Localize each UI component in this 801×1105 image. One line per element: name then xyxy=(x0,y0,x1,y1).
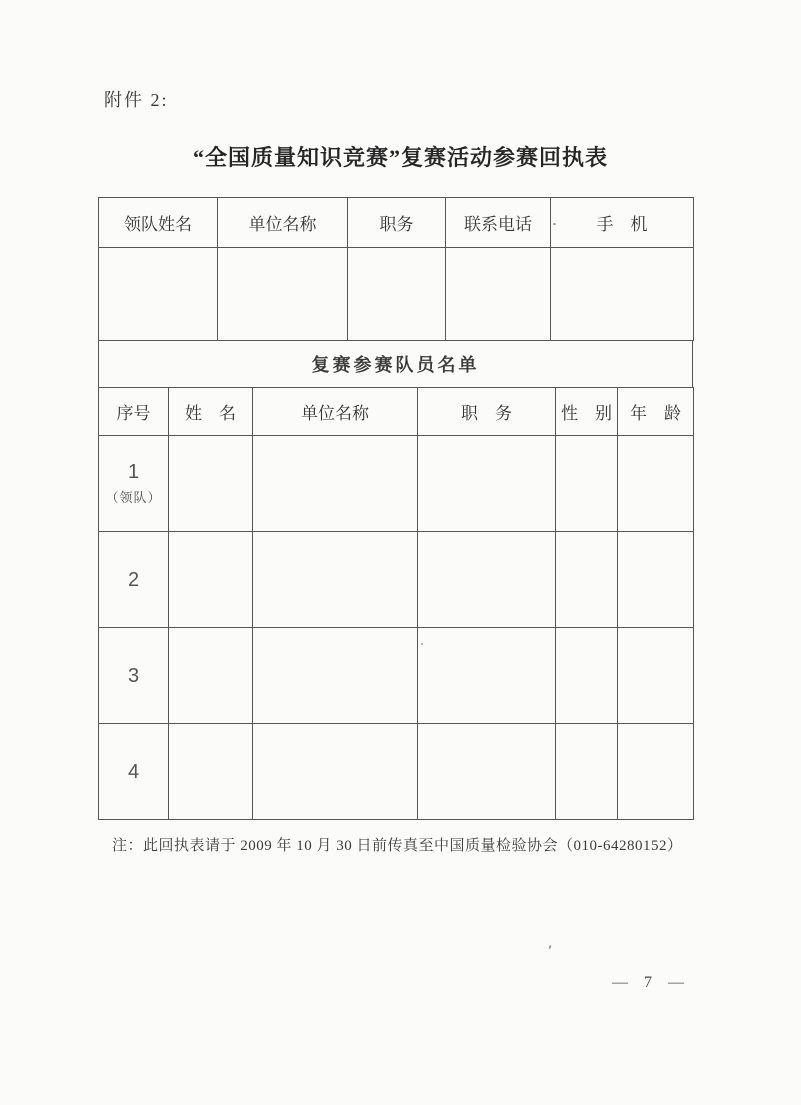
cell-unit xyxy=(253,628,418,724)
leader-entry-row xyxy=(99,248,694,341)
cell-gender xyxy=(556,532,618,628)
header-leader-name: 领队姓名 xyxy=(99,198,218,248)
cell-duty xyxy=(418,724,556,820)
attachment-label: 附件 2: xyxy=(104,90,169,110)
cell-duty xyxy=(418,628,556,724)
header-position: 职务 xyxy=(348,198,446,248)
seq-cell xyxy=(99,436,169,532)
seq-cell xyxy=(99,724,169,820)
seq-number: 2 xyxy=(127,568,140,591)
seq-cell xyxy=(99,628,169,724)
fax-note: 注：此回执表请于 2009 年 10 月 30 日前传真至中国质量检验协会（010-64280152） xyxy=(112,838,683,854)
cell-unit xyxy=(253,436,418,532)
cell-age xyxy=(618,628,694,724)
seq-number: 3 xyxy=(127,664,140,687)
page-number: — 7 — xyxy=(612,974,690,991)
cell-gender xyxy=(556,628,618,724)
leader-header-row xyxy=(99,198,694,248)
cell-age xyxy=(618,532,694,628)
seq-number: 4 xyxy=(127,760,140,783)
header-unit-name: 单位名称 xyxy=(218,198,348,248)
cell-unit xyxy=(253,724,418,820)
cell-name xyxy=(169,436,253,532)
seq-number: 1 xyxy=(127,461,140,483)
roster-banner-row xyxy=(99,341,693,388)
header-duty: 职 务 xyxy=(418,388,556,436)
roster-header-row xyxy=(99,388,694,436)
roster-banner-table xyxy=(98,340,693,388)
header-age: 年 龄 xyxy=(618,388,694,436)
cell-mobile xyxy=(551,248,694,341)
cell-name xyxy=(169,628,253,724)
reply-form xyxy=(98,197,693,820)
seq-cell xyxy=(99,532,169,628)
roster-row-4 xyxy=(99,724,694,820)
page-title: “全国质量知识竞赛”复赛活动参赛回执表 xyxy=(192,145,608,170)
cell-contact-phone xyxy=(446,248,551,341)
leader-info-table xyxy=(98,197,694,341)
scan-speckle xyxy=(548,945,551,949)
roster-table xyxy=(98,387,694,820)
cell-position xyxy=(348,248,446,341)
cell-unit xyxy=(253,532,418,628)
cell-name xyxy=(169,724,253,820)
roster-row-2 xyxy=(99,532,694,628)
seq-sublabel: （领队） xyxy=(105,490,162,505)
cell-age xyxy=(618,724,694,820)
scan-speckle xyxy=(553,223,556,225)
roster-row-3 xyxy=(99,628,694,724)
cell-gender xyxy=(556,436,618,532)
cell-duty xyxy=(418,532,556,628)
header-name: 姓 名 xyxy=(169,388,253,436)
cell-unit-name xyxy=(218,248,348,341)
header-gender: 性 别 xyxy=(556,388,618,436)
roster-section-title: 复赛参赛队员名单 xyxy=(99,341,693,388)
header-seq: 序号 xyxy=(99,388,169,436)
header-unit: 单位名称 xyxy=(253,388,418,436)
header-contact-phone: 联系电话 xyxy=(446,198,551,248)
cell-name xyxy=(169,532,253,628)
scan-speckle xyxy=(421,643,423,645)
cell-leader-name xyxy=(99,248,218,341)
roster-row-1 xyxy=(99,436,694,532)
cell-gender xyxy=(556,724,618,820)
header-mobile: 手 机 xyxy=(551,198,694,248)
cell-age xyxy=(618,436,694,532)
cell-duty xyxy=(418,436,556,532)
